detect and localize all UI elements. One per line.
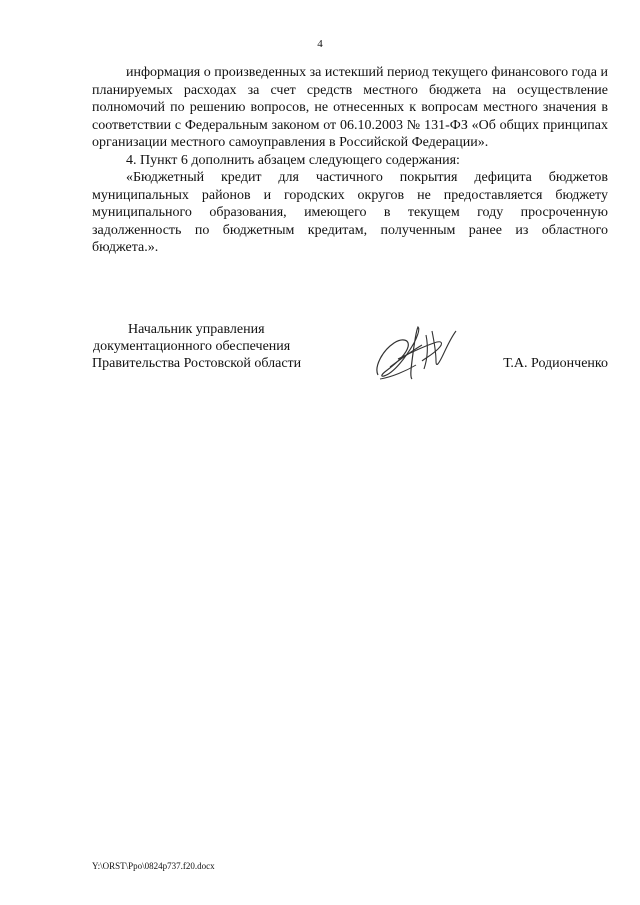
signer-title-line-1: Начальник управления [128, 322, 265, 337]
paragraph-item-4: 4. Пункт 6 дополнить абзацем следующего содержания: [126, 152, 460, 168]
file-path-footer: Y:\ORST\Ppo\0824p737.f20.docx [92, 861, 215, 871]
page-number: 4 [317, 38, 323, 50]
paragraph-info: информация о произведенных за истекший период текущего финансового года и планируемых расходах за счет средств местного бюджета на осуществление полномочий по решению вопросов, не отнесенных к вопросам местного значения в соответствии с Федеральным законом от 06.10.2003 № 131-ФЗ «Об общих принципах организации местного самоуправления в Российской Федерации». [92, 65, 608, 150]
handwritten-signature [372, 321, 464, 383]
paragraph-budget-credit: «Бюджетный кредит для частичного покрытия дефицита бюджетов муниципальных районов и городских округов не предоставляется бюджету муниципального образования, имеющего в текущем году просроченную задолженность по бюджетным кредитам, полученным ранее из областного бюджета.». [92, 170, 608, 255]
signer-title-line-2: документационного обеспечения [93, 339, 291, 354]
signature-block [92, 321, 608, 381]
signer-title-line-3: Правительства Ростовской области [92, 356, 302, 371]
signer-name: Т.А. Родионченко [503, 356, 608, 371]
document-body [92, 64, 608, 257]
